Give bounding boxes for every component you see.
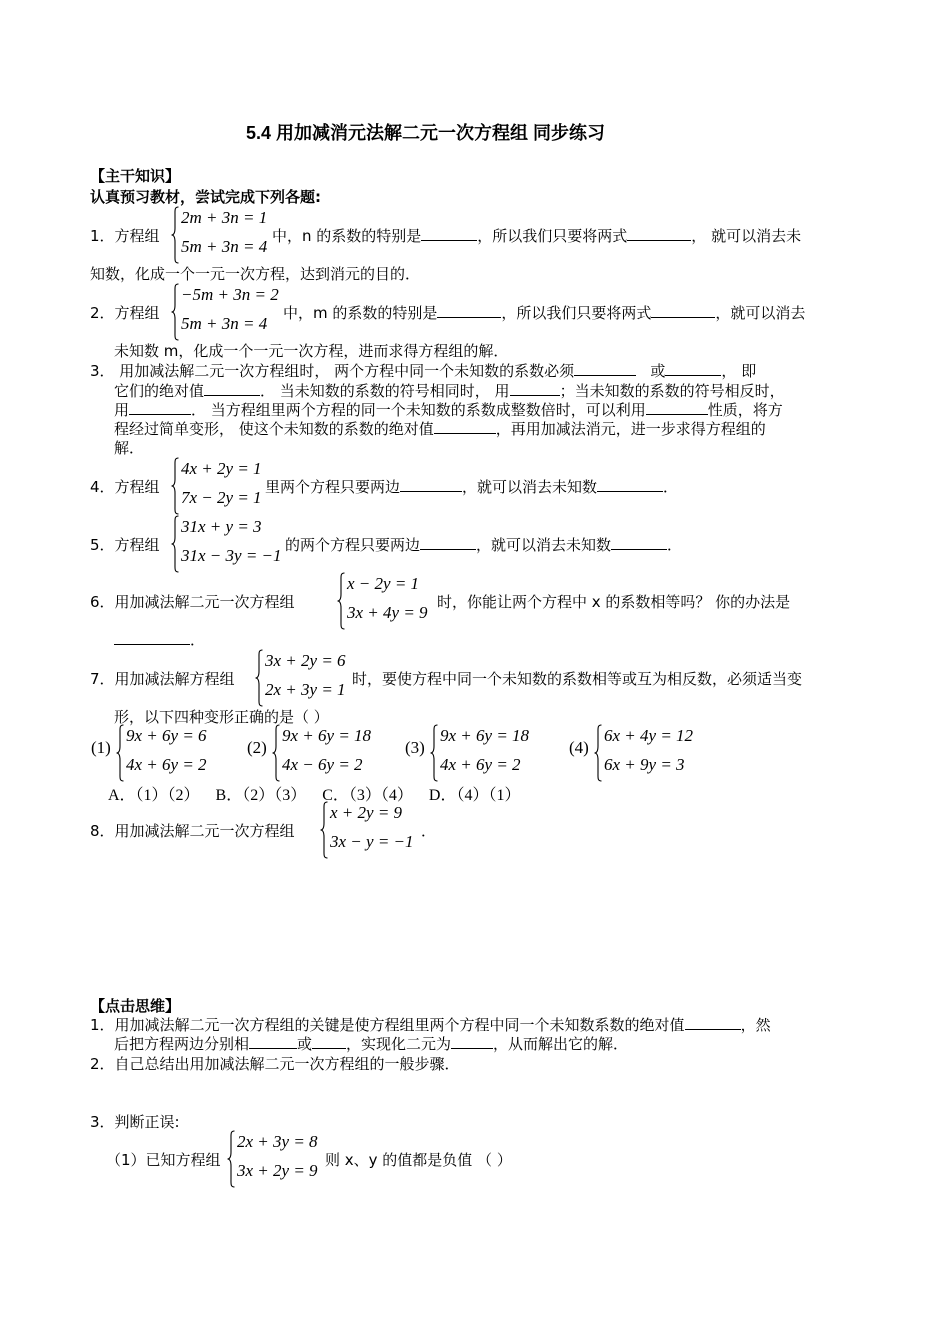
q3-blank1[interactable] xyxy=(574,361,636,376)
q1-blank1[interactable] xyxy=(421,226,477,241)
brace-icon xyxy=(171,515,179,573)
q7-answer-choices[interactable]: A．（1）（2） B．（2）（3） C．（3）（4） D．（4）（1） xyxy=(108,787,521,804)
q4-text3: ． xyxy=(663,478,679,496)
s2-p1-line2 xyxy=(114,1033,628,1054)
q3-blank3[interactable] xyxy=(204,381,260,396)
page-title: 5.4 用加减消元法解二元一次方程组 同步练习 xyxy=(246,123,606,143)
q5-text2: ，就可以消去未知数 xyxy=(476,536,612,554)
q3-blank6[interactable] xyxy=(646,400,708,415)
section-heading-main-knowledge: 【主干知识】 xyxy=(90,167,181,185)
q5-system xyxy=(171,515,286,573)
q6-eq1: x − 2y = 1 xyxy=(347,574,420,593)
s2-p3-1-eq1: 2x + 3y = 8 xyxy=(237,1132,318,1151)
q7-option-2[interactable] xyxy=(272,724,382,782)
s2-p1-text6: ，从而解出它的解． xyxy=(493,1035,629,1053)
q3-text3a: 用 xyxy=(114,401,130,419)
q7-number: 7．用加减法解方程组 xyxy=(90,670,235,688)
s2-p1-line1 xyxy=(90,1014,771,1035)
q5-blank1[interactable] xyxy=(420,535,476,550)
q2-text3: ，就可以消去 xyxy=(715,304,806,322)
q2-eq2: 5m + 3n = 4 xyxy=(181,314,268,333)
q1-text1: 中，n 的系数的特别是 xyxy=(272,227,422,245)
q7-eq2: 2x + 3y = 1 xyxy=(265,680,346,699)
q6-text2: ． xyxy=(190,631,206,649)
q3-line1 xyxy=(90,360,756,381)
s2-p1-blank2[interactable] xyxy=(249,1034,297,1049)
q5-blank2[interactable] xyxy=(611,535,667,550)
q4-line1 xyxy=(265,476,678,497)
q1-number: 1．方程组 xyxy=(90,227,160,245)
s2-p3-1-system xyxy=(227,1130,327,1188)
brace-icon xyxy=(116,724,124,782)
q1-line2: 知数，化成一个一元一次方程，达到消元的目的． xyxy=(90,265,421,283)
s2-p3-1-label: （1）已知方程组 xyxy=(106,1151,221,1169)
q1-text2: ，所以我们只要将两式 xyxy=(477,227,628,245)
q6-eq2: 3x + 4y = 9 xyxy=(347,603,428,622)
q6-line1: 时，你能让两个方程中 x 的系数相等吗？ 你的办法是 xyxy=(437,593,791,611)
q3-blank4[interactable] xyxy=(510,381,560,396)
q6-line2 xyxy=(114,629,205,650)
brace-icon xyxy=(272,724,280,782)
q5-eq2: 31x − 3y = −1 xyxy=(181,546,282,565)
s2-p3-1-eq2: 3x + 2y = 9 xyxy=(237,1161,318,1180)
brace-icon xyxy=(171,283,179,341)
q3-text2a: 它们的绝对值 xyxy=(114,382,205,400)
q8-end: ． xyxy=(421,822,437,840)
brace-icon xyxy=(320,801,328,859)
q7-option-1[interactable] xyxy=(116,724,226,782)
q7-line2: 形，以下四种变形正确的是（ ） xyxy=(114,708,329,726)
q7-option-4[interactable] xyxy=(594,724,704,782)
q2-text1: 中，m 的系数的特别是 xyxy=(283,304,438,322)
brace-icon xyxy=(171,457,179,515)
q2-blank2[interactable] xyxy=(651,303,715,318)
q1-eq2: 5m + 3n = 4 xyxy=(181,237,268,256)
q7-option-4-eq2: 6x + 9y = 3 xyxy=(604,755,685,774)
q2-line1 xyxy=(283,302,805,323)
q7-eq1: 3x + 2y = 6 xyxy=(265,651,346,670)
q3-text2c: ；当未知数的系数的符号相反时， xyxy=(559,382,785,400)
q8-number: 8．用加减法解二元一次方程组 xyxy=(90,822,295,840)
q7-option-1-eq2: 4x + 6y = 2 xyxy=(126,755,207,774)
q7-option-4-label: (4) xyxy=(569,738,589,757)
q5-text3: ． xyxy=(667,536,683,554)
q4-blank2[interactable] xyxy=(597,477,663,492)
q6-number: 6．用加减法解二元一次方程组 xyxy=(90,593,295,611)
q3-text4a: 程经过简单变形， 使这个未知数的系数的绝对值 xyxy=(114,420,434,438)
s2-p2: 2．自己总结出用加减法解二元一次方程组的一般步骤． xyxy=(90,1055,460,1073)
q4-system xyxy=(171,457,266,515)
q2-system xyxy=(171,283,281,341)
q2-line2: 未知数 m，化成一个一元一次方程，进而求得方程组的解． xyxy=(114,342,509,360)
brace-icon xyxy=(255,649,263,707)
brace-icon xyxy=(171,206,179,264)
q3-blank7[interactable] xyxy=(434,419,496,434)
q5-line1 xyxy=(285,534,682,555)
s2-p1-text2: ，然 xyxy=(740,1016,771,1034)
q3-blank5[interactable] xyxy=(129,400,191,415)
q4-text1: 里两个方程只要两边 xyxy=(265,478,401,496)
s2-p1-text5: ，实现化二元为 xyxy=(346,1035,452,1053)
q2-blank1[interactable] xyxy=(437,303,501,318)
s2-p1-text4: 或 xyxy=(297,1035,313,1053)
q3-text2b: ． 当未知数的系数的符号相同时， 用 xyxy=(260,382,510,400)
q7-option-2-eq1: 9x + 6y = 18 xyxy=(282,726,372,745)
q7-option-3[interactable] xyxy=(430,724,540,782)
q7-option-3-eq1: 9x + 6y = 18 xyxy=(440,726,530,745)
q7-option-1-label: (1) xyxy=(91,738,111,757)
q3-line3 xyxy=(114,399,783,420)
brace-icon xyxy=(337,572,345,630)
q3-text1b: 或 xyxy=(650,362,666,380)
brace-icon xyxy=(430,724,438,782)
q1-eq1: 2m + 3n = 1 xyxy=(181,208,268,227)
q7-option-2-label: (2) xyxy=(247,738,267,757)
q8-eq1: x + 2y = 9 xyxy=(330,803,403,822)
q5-text1: 的两个方程只要两边 xyxy=(285,536,421,554)
brace-icon xyxy=(227,1130,235,1188)
s2-p3: 3．判断正误: xyxy=(90,1113,180,1131)
q1-system xyxy=(171,206,271,264)
q3-text4b: ，再用加减法消元，进一步求得方程组的 xyxy=(495,420,766,438)
q2-text2: ，所以我们只要将两式 xyxy=(501,304,652,322)
q4-number: 4．方程组 xyxy=(90,478,160,496)
q3-text1c: ， 即 xyxy=(721,362,757,380)
s2-p1-text1: 1．用加减法解二元一次方程组的关键是使方程组里两个方程中同一个未知数系数的绝对值 xyxy=(90,1016,685,1034)
q7-option-2-eq2: 4x − 6y = 2 xyxy=(282,755,363,774)
section-intro: 认真预习教材，尝试完成下列各题: xyxy=(90,188,322,206)
q6-blank1[interactable] xyxy=(114,630,190,645)
s2-p1-blank1[interactable] xyxy=(685,1015,741,1030)
q3-line5: 解． xyxy=(114,439,145,457)
q7-option-4-eq1: 6x + 4y = 12 xyxy=(604,726,694,745)
q1-text3: ， 就可以消去未 xyxy=(691,227,802,245)
q6-system xyxy=(337,572,437,630)
q7-system xyxy=(255,649,355,707)
q3-text1a: 3． 用加减法解二元一次方程组时， 两个方程中同一个未知数的系数必须 xyxy=(90,362,575,380)
s2-p1-text3: 后把方程两边分别相 xyxy=(114,1035,250,1053)
q7-option-3-eq2: 4x + 6y = 2 xyxy=(440,755,521,774)
q3-line2 xyxy=(114,380,785,401)
s2-p3-1-text: 则 x、y 的值都是负值 （ ） xyxy=(325,1151,512,1169)
q1-blank2[interactable] xyxy=(627,226,691,241)
q8-eq2: 3x − y = −1 xyxy=(330,832,414,851)
q1-line1 xyxy=(272,225,801,246)
q3-line4 xyxy=(114,418,766,439)
q3-text3c: 性质，将方 xyxy=(707,401,783,419)
q3-blank2[interactable] xyxy=(665,361,721,376)
q4-eq2: 7x − 2y = 1 xyxy=(181,488,262,507)
q7-option-1-eq1: 9x + 6y = 6 xyxy=(126,726,207,745)
q2-number: 2．方程组 xyxy=(90,304,160,322)
q8-system xyxy=(320,801,420,859)
brace-icon xyxy=(594,724,602,782)
q4-eq1: 4x + 2y = 1 xyxy=(181,459,262,478)
q4-blank1[interactable] xyxy=(400,477,462,492)
q2-eq1: −5m + 3n = 2 xyxy=(181,285,279,304)
s2-p1-blank4[interactable] xyxy=(451,1034,493,1049)
q5-eq1: 31x + y = 3 xyxy=(181,517,262,536)
q3-text3b: ． 当方程组里两个方程的同一个未知数的系数成整数倍时，可以利用 xyxy=(191,401,646,419)
q7-option-3-label: (3) xyxy=(405,738,425,757)
s2-p1-blank3[interactable] xyxy=(312,1034,346,1049)
section-heading-click-thinking: 【点击思维】 xyxy=(90,997,181,1015)
q5-number: 5．方程组 xyxy=(90,536,160,554)
q7-line1: 时，要使方程中同一个未知数的系数相等或互为相反数，必须适当变 xyxy=(352,670,803,688)
q4-text2: ，就可以消去未知数 xyxy=(462,478,598,496)
